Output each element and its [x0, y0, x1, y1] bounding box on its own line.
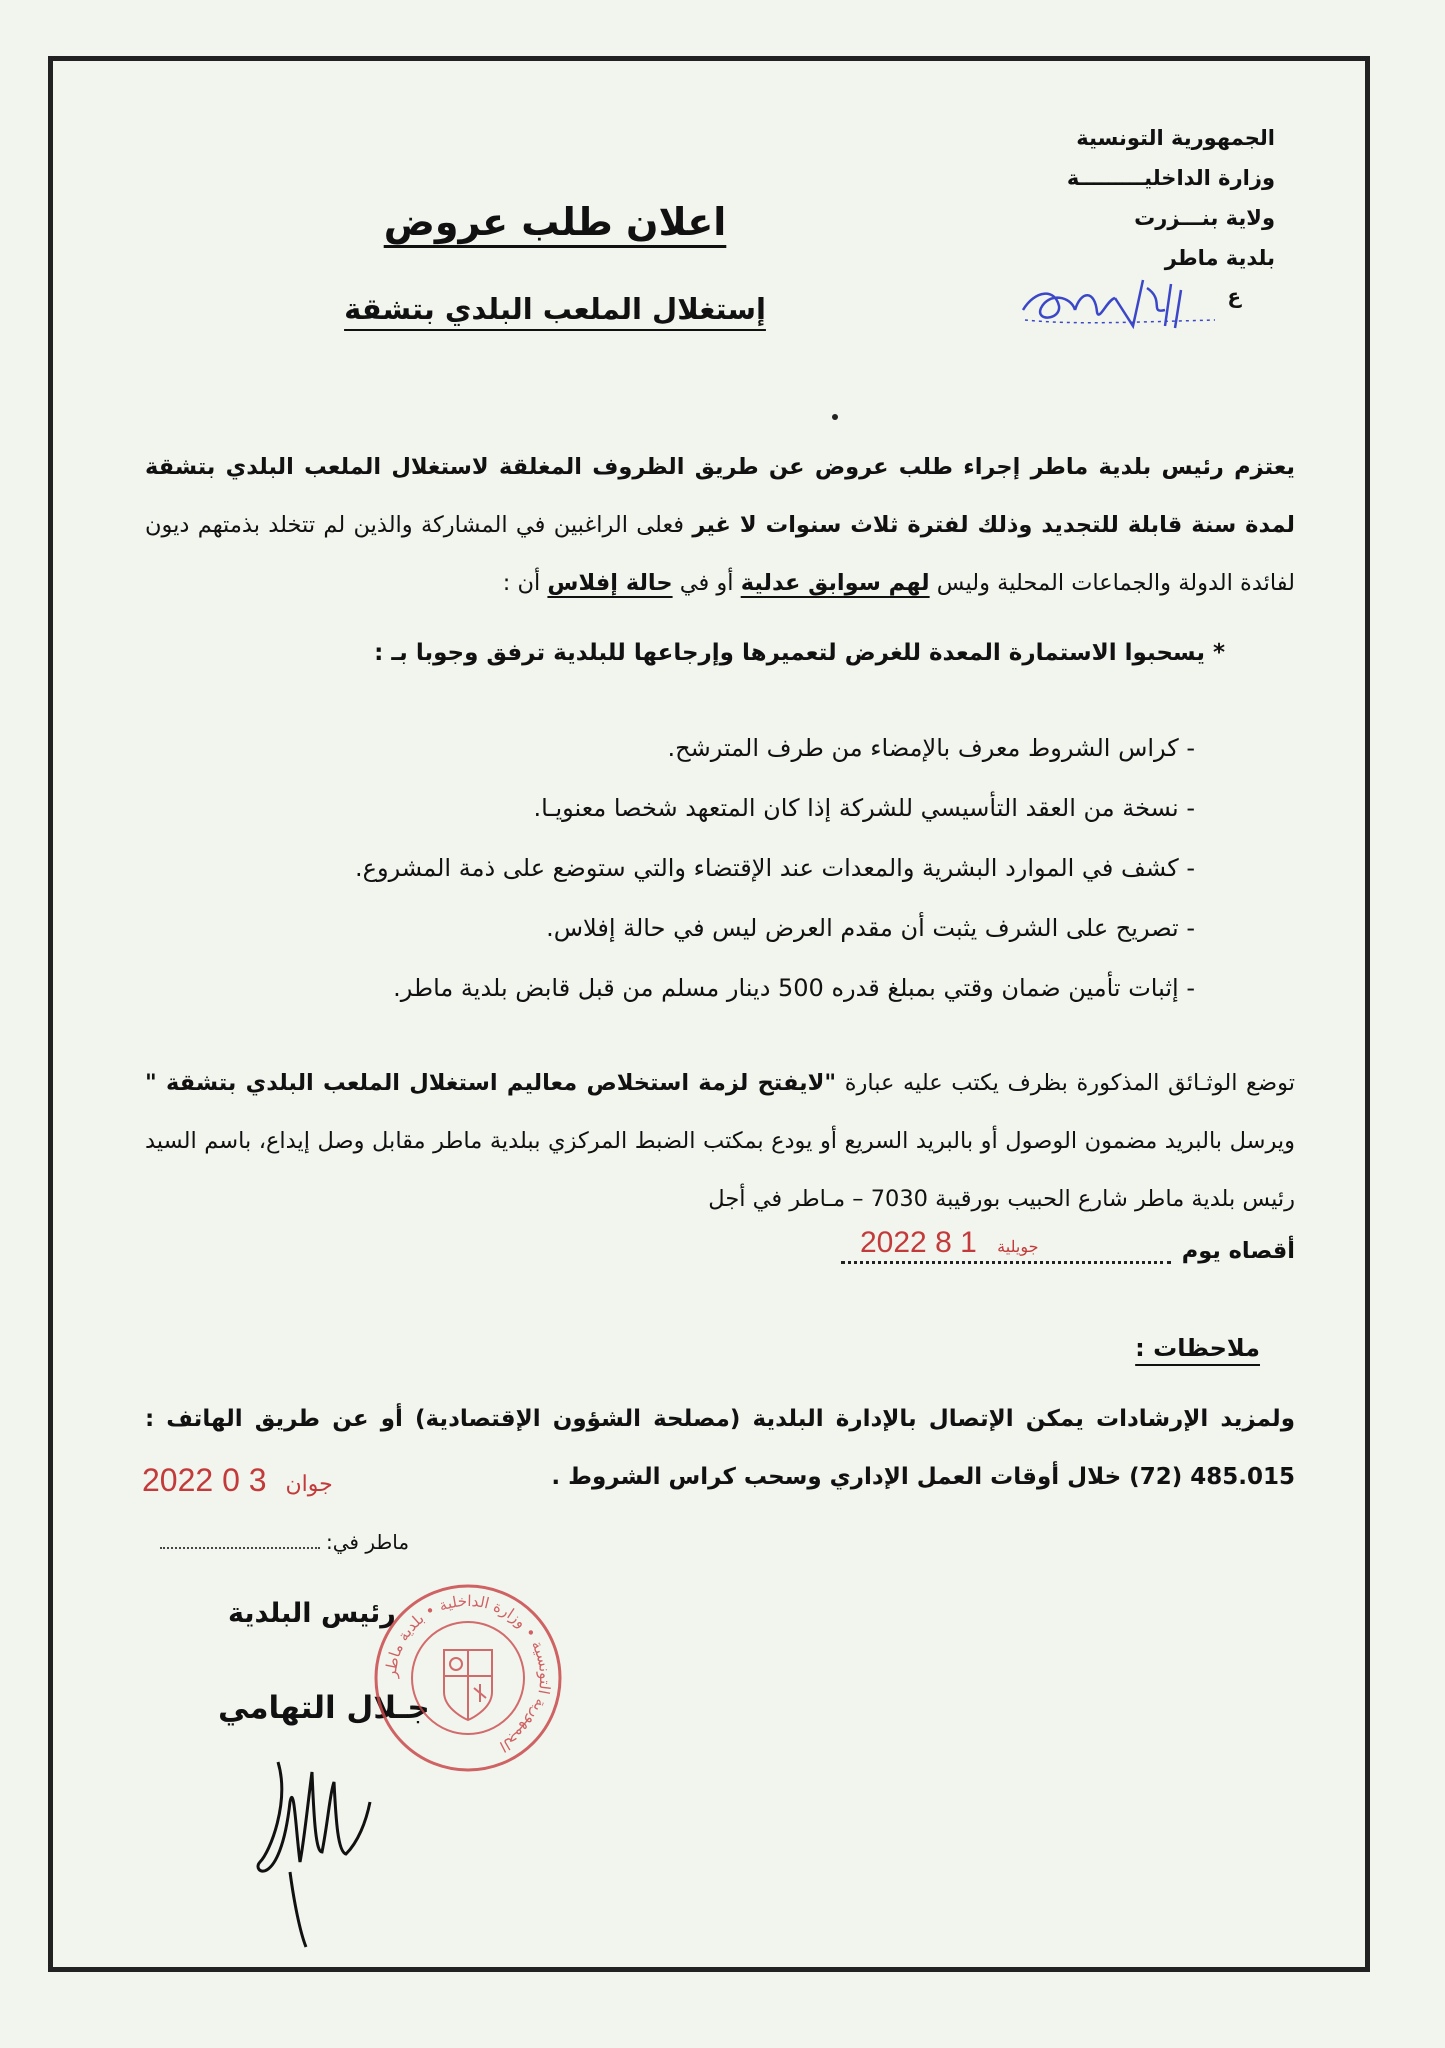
intro-text: فعلى الراغبين في المشاركة والذين لم تتخلد بذمتهم ديون لفائدة الدولة والجماعات المحلية وليس — [145, 512, 1295, 596]
submission-text: توضع الوثـائق المذكورة بظرف يكتب عليه عبارة — [836, 1070, 1296, 1096]
notes-heading: ملاحظات : — [1135, 1334, 1260, 1362]
requirement-item: - إثبات تأمين ضمان وقتي بمبلغ قدره 500 دينار مسلم من قبل قابض بلدية ماطر. — [393, 974, 1195, 1002]
issue-stamp-month: جوان — [285, 1471, 333, 1496]
submission-paragraph — [145, 1054, 1295, 1228]
letterhead-line-governorate: ولاية بنـــزرت — [1134, 206, 1275, 230]
notes-body: ولمزيد الإرشادات يمكن الإتصال بالإدارة البلدية (مصلحة الشؤون الإقتصادية) أو عن طريق الهاتف : 485.015 (72) خلال أوقات العمل الإداري وسحب كراس الشروط . — [145, 1406, 1295, 1490]
intro-bold-text: يعتزم رئيس بلدية ماطر إجراء طلب عروض عن طريق الظروف المغلقة لاستغلال الملعب البلدي بتشقة لمدة سنة قابلة للتجديد وذلك لفترة ثلاث سنوات لا غير — [145, 454, 1295, 538]
submission-text-rest: ويرسل بالبريد مضمون الوصول أو بالبريد السريع أو يودع بمكتب الضبط المركزي ببلدية ماطر مقابل وصل إيداع، باسم السيد رئيس بلدية ماطر شارع الحبيب بورقيبة 7030 – مـاطر في أجل — [145, 1128, 1295, 1212]
place-date-line — [160, 1530, 409, 1554]
letterhead-line-ministry: وزارة الداخليـــــــــة — [1066, 166, 1275, 190]
intro-text-or: أو في — [672, 570, 741, 596]
deadline-stamp-day: 1 8 — [935, 1226, 977, 1259]
letterhead — [1015, 118, 1275, 278]
seal-stamp-graphic — [370, 1580, 566, 1776]
municipal-seal — [370, 1580, 566, 1776]
requirement-item: - كشف في الموارد البشرية والمعدات عند الإقتضاء والتي ستوضع على ذمة المشروع. — [355, 854, 1195, 882]
place-label: ماطر في: — [326, 1530, 410, 1554]
deadline-label: أقصاه يوم — [1181, 1238, 1295, 1264]
svg-text:الجمهورية التونسية • وزارة الد: الجمهورية التونسية • وزارة الداخلية • بلدية ماطر — [381, 1591, 555, 1756]
deadline-stamp-year: 2022 — [860, 1226, 927, 1259]
deadline-date-stamp — [860, 1226, 1050, 1260]
page-subtitle: إستغلال الملعب البلدي بتشقة — [344, 292, 766, 326]
requirements-lead: * يسحبوا الاستمارة المعدة للغرض لتعميرها وإرجاعها للبلدية ترفق وجوبا بـ : — [374, 640, 1225, 666]
stray-dot — [832, 414, 838, 420]
envelope-label-text: "لايفتح لزمة استخلاص معاليم استغلال الملعب البلدي بتشقة " — [145, 1070, 837, 1096]
place-date-dotted-line — [160, 1531, 320, 1549]
page-title: اعلان طلب عروض — [383, 200, 727, 244]
handwritten-signature — [250, 1742, 390, 1952]
deadline-line — [145, 1238, 1295, 1264]
intro-underlined-criminal-record: لهم سوابق عدلية — [740, 570, 930, 596]
issue-date-stamp — [142, 1462, 343, 1499]
letterhead-line-municipality: بلدية ماطر — [1164, 246, 1275, 270]
issue-stamp-year: 2022 — [142, 1462, 214, 1498]
intro-underlined-bankruptcy: حالة إفلاس — [547, 570, 673, 596]
issue-stamp-day: 3 0 — [222, 1462, 267, 1498]
letterhead-line-republic: الجمهورية التونسية — [1076, 126, 1275, 150]
requirements-list — [195, 718, 1195, 1018]
signature-strokes — [250, 1742, 390, 1952]
intro-paragraph — [145, 438, 1295, 612]
signatory-name: جـلال التهامي — [218, 1690, 430, 1726]
requirement-item: - كراس الشروط معرف بالإمضاء من طرف المترشح. — [667, 734, 1195, 762]
signatory-role: رئيس البلدية — [228, 1598, 396, 1629]
intro-text-end: أن : — [502, 570, 548, 596]
reference-prefix: ع — [1227, 284, 1241, 308]
requirement-item: - تصريح على الشرف يثبت أن مقدم العرض ليس في حالة إفلاس. — [546, 914, 1195, 942]
requirement-item: - نسخة من العقد التأسيسي للشركة إذا كان المتعهد شخصا معنويـا. — [533, 794, 1195, 822]
deadline-stamp-month: جويلية — [997, 1239, 1039, 1256]
